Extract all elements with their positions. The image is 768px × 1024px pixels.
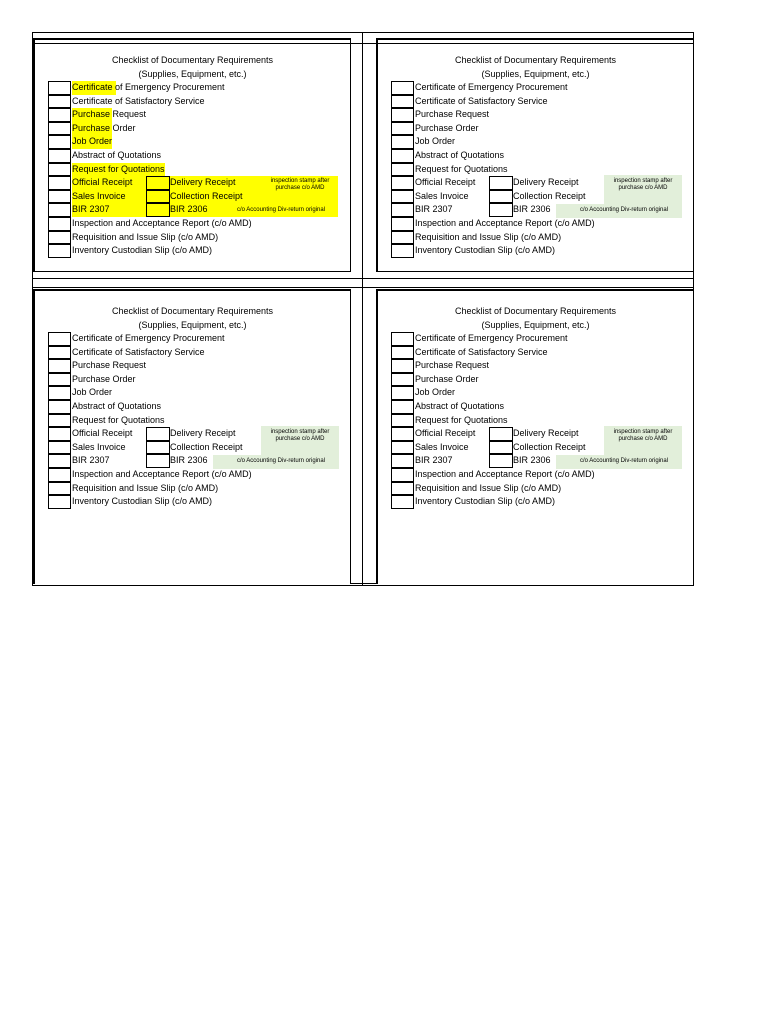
checklist-row: [391, 414, 691, 428]
card-top-left: [33, 38, 351, 272]
item-label: Requisition and Issue Slip (c/o AMD): [415, 482, 562, 493]
checkbox[interactable]: [48, 495, 71, 509]
checklist-row: [48, 217, 348, 231]
checklist-row: [48, 495, 348, 509]
checkbox[interactable]: [48, 373, 71, 387]
checkbox[interactable]: [48, 400, 71, 414]
item-label: Certificate of Emergency Procurement: [415, 82, 568, 92]
checklist-row: [48, 135, 348, 149]
checklist-title: Checklist of Documentary Requirements: [111, 306, 274, 316]
item-label: Collection Receipt: [513, 190, 586, 201]
checkbox[interactable]: [489, 176, 513, 190]
checklist-row: [48, 346, 348, 360]
checklist-row: [391, 359, 691, 373]
checkbox[interactable]: [48, 190, 71, 204]
checkbox[interactable]: [48, 244, 71, 258]
item-label: Delivery Receipt: [513, 428, 579, 439]
checkbox[interactable]: [391, 359, 414, 373]
checkbox[interactable]: [489, 441, 513, 455]
item-label: Abstract of Quotations: [415, 150, 505, 160]
checkbox[interactable]: [391, 386, 414, 400]
checkbox[interactable]: [391, 482, 414, 496]
checkbox[interactable]: [391, 122, 414, 136]
checkbox[interactable]: [489, 190, 513, 204]
checkbox[interactable]: [48, 163, 71, 177]
middle-rule-1: [32, 278, 694, 279]
checkbox[interactable]: [48, 108, 71, 122]
checklist-row: [391, 122, 691, 136]
item-label: Request for Quotations: [415, 163, 508, 174]
item-label: Certificate of Emergency Procurement: [72, 82, 225, 92]
checkbox[interactable]: [391, 373, 414, 387]
inspection-note: inspection stamp after purchase c/o AMD: [613, 178, 673, 192]
item-label: Purchase Request: [415, 360, 490, 371]
checkbox[interactable]: [146, 454, 170, 468]
item-label: Purchase Order: [72, 122, 136, 133]
checklist-row: [48, 244, 348, 258]
checklist-row: [48, 149, 348, 163]
checklist-subtitle: (Supplies, Equipment, etc.): [138, 69, 247, 79]
item-label: Requisition and Issue Slip (c/o AMD): [72, 482, 219, 493]
checkbox[interactable]: [391, 95, 414, 109]
checklist-subtitle: (Supplies, Equipment, etc.): [138, 320, 247, 330]
item-label: Job Order: [72, 136, 113, 147]
checklist-row: [391, 400, 691, 414]
checkbox[interactable]: [391, 108, 414, 122]
checklist-row: [391, 332, 691, 346]
item-label: Sales Invoice: [415, 190, 469, 201]
item-label: BIR 2306: [513, 204, 551, 215]
checkbox[interactable]: [48, 95, 71, 109]
checkbox[interactable]: [48, 468, 71, 482]
checklist-row: [48, 231, 348, 245]
item-label: Inspection and Acceptance Report (c/o AMD): [72, 218, 252, 228]
item-label: Abstract of Quotations: [72, 150, 162, 160]
item-label: Requisition and Issue Slip (c/o AMD): [72, 231, 219, 242]
accounting-note: c/o Accounting Div-return original: [236, 207, 326, 214]
checkbox[interactable]: [391, 346, 414, 360]
item-label: Sales Invoice: [72, 441, 126, 452]
item-label: Purchase Order: [72, 373, 136, 384]
inspection-note: inspection stamp after purchase c/o AMD: [613, 429, 673, 443]
checklist-title: Checklist of Documentary Requirements: [111, 55, 274, 65]
checkbox[interactable]: [391, 454, 414, 468]
checkbox[interactable]: [48, 135, 71, 149]
inspection-note: inspection stamp after purchase c/o AMD: [270, 178, 330, 192]
item-label: Certificate of Emergency Procurement: [415, 333, 568, 343]
checkbox[interactable]: [146, 190, 170, 204]
item-label: Request for Quotations: [72, 414, 165, 425]
item-label: Sales Invoice: [72, 190, 126, 201]
item-label: BIR 2307: [415, 204, 453, 215]
checkbox[interactable]: [391, 163, 414, 177]
checkbox[interactable]: [391, 231, 414, 245]
checklist-row: [391, 346, 691, 360]
inspection-note: inspection stamp after purchase c/o AMD: [270, 429, 330, 443]
item-label: BIR 2307: [415, 455, 453, 466]
item-label: Official Receipt: [72, 428, 133, 439]
checklist-row: [48, 400, 348, 414]
checkbox[interactable]: [48, 427, 71, 441]
checklist-title: Checklist of Documentary Requirements: [454, 306, 617, 316]
checkbox[interactable]: [489, 427, 513, 441]
center-divider: [362, 32, 363, 586]
checkbox[interactable]: [48, 122, 71, 136]
checklist-subtitle: (Supplies, Equipment, etc.): [481, 320, 590, 330]
checkbox[interactable]: [391, 400, 414, 414]
checkbox[interactable]: [391, 468, 414, 482]
checklist-row: [391, 231, 691, 245]
checkbox[interactable]: [146, 441, 170, 455]
checkbox[interactable]: [48, 441, 71, 455]
item-label: BIR 2306: [513, 455, 551, 466]
checklist-title: Checklist of Documentary Requirements: [454, 55, 617, 65]
checklist-row: [391, 163, 691, 177]
checklist-row: [391, 81, 691, 95]
item-label: Certificate of Satisfactory Service: [72, 95, 205, 106]
checklist-row: [48, 414, 348, 428]
item-label: Inventory Custodian Slip (c/o AMD): [72, 496, 213, 507]
item-label: Sales Invoice: [415, 441, 469, 452]
checkbox[interactable]: [48, 359, 71, 373]
item-label: Delivery Receipt: [170, 177, 236, 188]
checklist-row: [48, 468, 348, 482]
item-label: Requisition and Issue Slip (c/o AMD): [415, 231, 562, 242]
item-label: Official Receipt: [415, 428, 476, 439]
item-label: Delivery Receipt: [513, 177, 579, 188]
item-label: Purchase Order: [415, 122, 479, 133]
checkbox[interactable]: [146, 176, 170, 190]
checkbox[interactable]: [48, 81, 71, 95]
checkbox[interactable]: [146, 203, 170, 217]
checkbox[interactable]: [48, 332, 71, 346]
item-label: Abstract of Quotations: [72, 401, 162, 411]
checkbox[interactable]: [391, 190, 414, 204]
checkbox[interactable]: [391, 217, 414, 231]
checklist-row: [48, 81, 348, 95]
item-label: Official Receipt: [415, 177, 476, 188]
item-label: Inspection and Acceptance Report (c/o AMD): [72, 469, 252, 479]
checklist-row: [391, 95, 691, 109]
item-label: Official Receipt: [72, 177, 133, 188]
checklist-row: [48, 95, 348, 109]
item-label: Purchase Request: [72, 109, 147, 120]
item-label: Purchase Order: [415, 373, 479, 384]
item-label: Job Order: [72, 387, 113, 398]
item-label: Job Order: [415, 387, 456, 398]
accounting-note: c/o Accounting Div-return original: [236, 458, 326, 465]
card-bottom-left: [33, 289, 351, 584]
checklist-row: [391, 495, 691, 509]
checklist-row: [391, 386, 691, 400]
checklist-row: [48, 359, 348, 373]
item-label: BIR 2306: [170, 204, 208, 215]
item-label: Inventory Custodian Slip (c/o AMD): [72, 245, 213, 256]
checklist-row: [48, 332, 348, 346]
checkbox[interactable]: [391, 135, 414, 149]
checkbox[interactable]: [391, 427, 414, 441]
checkbox[interactable]: [391, 203, 414, 217]
middle-rule-2: [32, 287, 694, 288]
item-label: Certificate of Emergency Procurement: [72, 333, 225, 343]
item-label: Inventory Custodian Slip (c/o AMD): [415, 496, 556, 507]
checkbox[interactable]: [48, 203, 71, 217]
item-label: Inspection and Acceptance Report (c/o AMD): [415, 218, 595, 228]
checklist-row: [48, 373, 348, 387]
card-bottom-right: [376, 289, 694, 584]
item-label: Purchase Request: [415, 109, 490, 120]
checkbox[interactable]: [391, 81, 414, 95]
checklist-row: [391, 482, 691, 496]
checklist-subtitle: (Supplies, Equipment, etc.): [481, 69, 590, 79]
checkbox[interactable]: [48, 386, 71, 400]
accounting-note: c/o Accounting Div-return original: [579, 458, 669, 465]
checkbox[interactable]: [48, 176, 71, 190]
item-label: BIR 2307: [72, 204, 110, 215]
item-label: BIR 2307: [72, 455, 110, 466]
item-label: Certificate of Satisfactory Service: [415, 346, 548, 357]
checkbox[interactable]: [391, 332, 414, 346]
checkbox[interactable]: [48, 346, 71, 360]
item-label: Abstract of Quotations: [415, 401, 505, 411]
checkbox[interactable]: [489, 454, 513, 468]
checklist-row: [391, 217, 691, 231]
checklist-row: [391, 373, 691, 387]
checklist-row: [48, 122, 348, 136]
checkbox[interactable]: [391, 244, 414, 258]
checklist-row: [48, 482, 348, 496]
item-label: Inspection and Acceptance Report (c/o AMD): [415, 469, 595, 479]
card-top-right: [376, 38, 694, 272]
checkbox[interactable]: [391, 495, 414, 509]
item-label: Delivery Receipt: [170, 428, 236, 439]
checkbox[interactable]: [48, 231, 71, 245]
checklist-row: [391, 108, 691, 122]
checklist-row: [391, 149, 691, 163]
checkbox[interactable]: [391, 441, 414, 455]
checkbox[interactable]: [391, 149, 414, 163]
cutoff-mask: [378, 512, 693, 584]
checkbox[interactable]: [48, 217, 71, 231]
cutoff-mask: [35, 512, 350, 584]
item-label: Inventory Custodian Slip (c/o AMD): [415, 245, 556, 256]
item-label: Collection Receipt: [513, 441, 586, 452]
item-label: BIR 2306: [170, 455, 208, 466]
checkbox[interactable]: [391, 414, 414, 428]
item-label: Certificate of Satisfactory Service: [415, 95, 548, 106]
checklist-row: [48, 163, 348, 177]
checkbox[interactable]: [489, 203, 513, 217]
checklist-row: [391, 244, 691, 258]
item-label: Collection Receipt: [170, 190, 243, 201]
checklist-row: [391, 135, 691, 149]
checklist-row: [48, 386, 348, 400]
checkbox[interactable]: [146, 427, 170, 441]
checkbox[interactable]: [48, 482, 71, 496]
checkbox[interactable]: [48, 454, 71, 468]
item-label: Collection Receipt: [170, 441, 243, 452]
item-label: Certificate of Satisfactory Service: [72, 346, 205, 357]
checklist-row: [48, 108, 348, 122]
checkbox[interactable]: [48, 149, 71, 163]
checkbox[interactable]: [48, 414, 71, 428]
item-label: Job Order: [415, 136, 456, 147]
item-label: Request for Quotations: [415, 414, 508, 425]
item-label: Request for Quotations: [72, 163, 165, 177]
checklist-row: [391, 468, 691, 482]
item-label: Purchase Request: [72, 360, 147, 371]
checkbox[interactable]: [391, 176, 414, 190]
accounting-note: c/o Accounting Div-return original: [579, 207, 669, 214]
